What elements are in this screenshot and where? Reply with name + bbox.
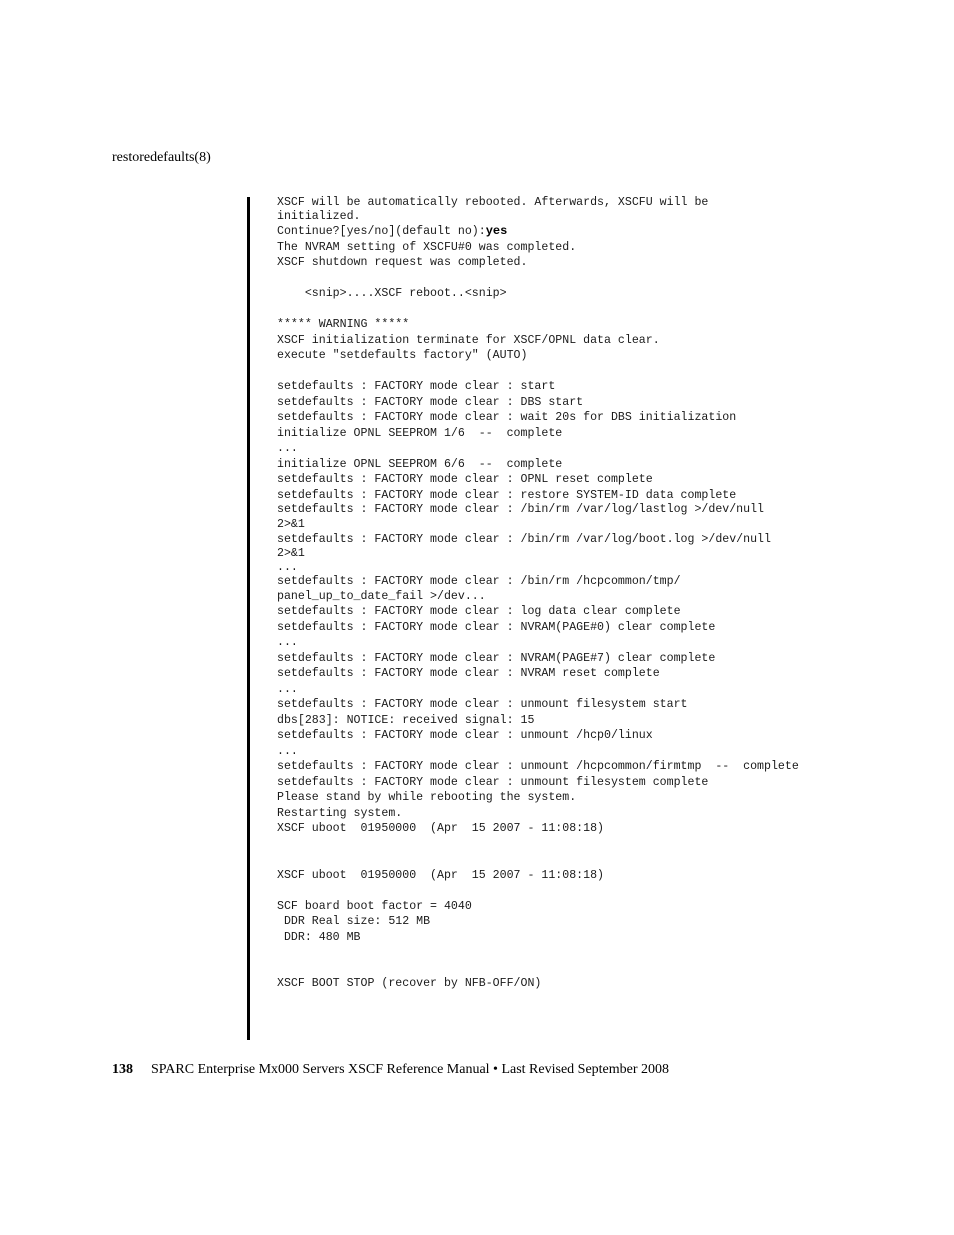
code-line: Restarting system. [277, 806, 403, 820]
code-line: XSCF BOOT STOP (recover by NFB-OFF/ON) [277, 977, 542, 990]
code-block-rule [247, 197, 250, 1040]
code-line: execute "setdefaults factory" (AUTO) [277, 349, 528, 362]
blank-line [277, 302, 937, 318]
code-line: setdefaults : FACTORY mode clear : NVRAM reset complete [277, 667, 660, 680]
code-line: ... [277, 744, 298, 758]
page-number: 138 [112, 1062, 133, 1077]
code-line: DDR: 480 MB [277, 930, 361, 944]
running-header: restoredefaults(8) [112, 150, 211, 165]
code-line: setdefaults : FACTORY mode clear : /bin/rm /hcpcommon/tmp/ [277, 574, 681, 588]
code-line: setdefaults : FACTORY mode clear : restore SYSTEM-ID data complete [277, 488, 737, 502]
code-line: 2>&1 [277, 518, 305, 531]
code-line: ... [277, 442, 298, 455]
blank-line [277, 837, 937, 868]
code-line: 2>&1 [277, 546, 305, 560]
code-line: XSCF uboot 01950000 (Apr 15 2007 - 11:08:18) [277, 822, 604, 835]
code-example [277, 196, 937, 992]
code-line: initialize OPNL SEEPROM 6/6 -- complete [277, 457, 563, 471]
code-line: panel_up_to_date_fail >/dev... [277, 589, 486, 603]
user-input: yes [485, 224, 508, 238]
code-line: dbs[283]: NOTICE: received signal: 15 [277, 713, 535, 727]
code-line: initialized. [277, 210, 361, 223]
code-line: setdefaults : FACTORY mode clear : log data clear complete [277, 605, 681, 618]
code-line: XSCF will be automatically rebooted. Afterwards, XSCFU will be [277, 196, 709, 209]
code-line: DDR Real size: 512 MB [277, 915, 431, 928]
code-line: setdefaults : FACTORY mode clear : /bin/rm /var/log/boot.log >/dev/null [277, 532, 771, 546]
code-line: ... [277, 560, 298, 574]
code-line: setdefaults : FACTORY mode clear : /bin/rm /var/log/lastlog >/dev/null [277, 503, 765, 516]
code-line: Please stand by while rebooting the system. [277, 791, 577, 804]
blank-line [277, 883, 937, 899]
blank-line [277, 945, 937, 976]
code-line: ... [277, 636, 298, 649]
code-line: ... [277, 682, 298, 696]
code-line: <snip>....XSCF reboot..<snip> [277, 287, 507, 300]
blank-line [277, 271, 937, 287]
code-line: setdefaults : FACTORY mode clear : unmount filesystem start [277, 698, 688, 711]
code-line: setdefaults : FACTORY mode clear : wait 20s for DBS initialization [277, 411, 737, 424]
code-line-prompt [277, 224, 937, 240]
blank-line [277, 364, 937, 380]
code-line: XSCF uboot 01950000 (Apr 15 2007 - 11:08:18) [277, 868, 604, 882]
code-line: XSCF initialization terminate for XSCF/OPNL data clear. [277, 333, 660, 347]
code-line: SCF board boot factor = 4040 [277, 899, 472, 913]
code-line: setdefaults : FACTORY mode clear : unmount /hcp0/linux [277, 729, 653, 742]
code-line: setdefaults : FACTORY mode clear : NVRAM(PAGE#7) clear complete [277, 651, 716, 665]
code-line: initialize OPNL SEEPROM 1/6 -- complete [277, 426, 563, 440]
prompt-text: Continue?[yes/no](default no): [277, 225, 486, 238]
footer-title: SPARC Enterprise Mx000 Servers XSCF Reference Manual • Last Revised September 2008 [151, 1062, 670, 1077]
code-line: The NVRAM setting of XSCFU#0 was completed. [277, 240, 577, 254]
code-line: setdefaults : FACTORY mode clear : DBS start [277, 395, 584, 409]
page-footer [112, 1062, 669, 1078]
code-line: XSCF shutdown request was completed. [277, 256, 528, 269]
code-line: setdefaults : FACTORY mode clear : OPNL reset complete [277, 473, 653, 486]
code-line: setdefaults : FACTORY mode clear : NVRAM(PAGE#0) clear complete [277, 620, 716, 634]
code-line: setdefaults : FACTORY mode clear : unmount filesystem complete [277, 775, 709, 789]
code-line: setdefaults : FACTORY mode clear : unmount /hcpcommon/firmtmp -- complete [277, 760, 799, 773]
code-line: setdefaults : FACTORY mode clear : start [277, 380, 556, 393]
code-line: ***** WARNING ***** [277, 318, 410, 331]
